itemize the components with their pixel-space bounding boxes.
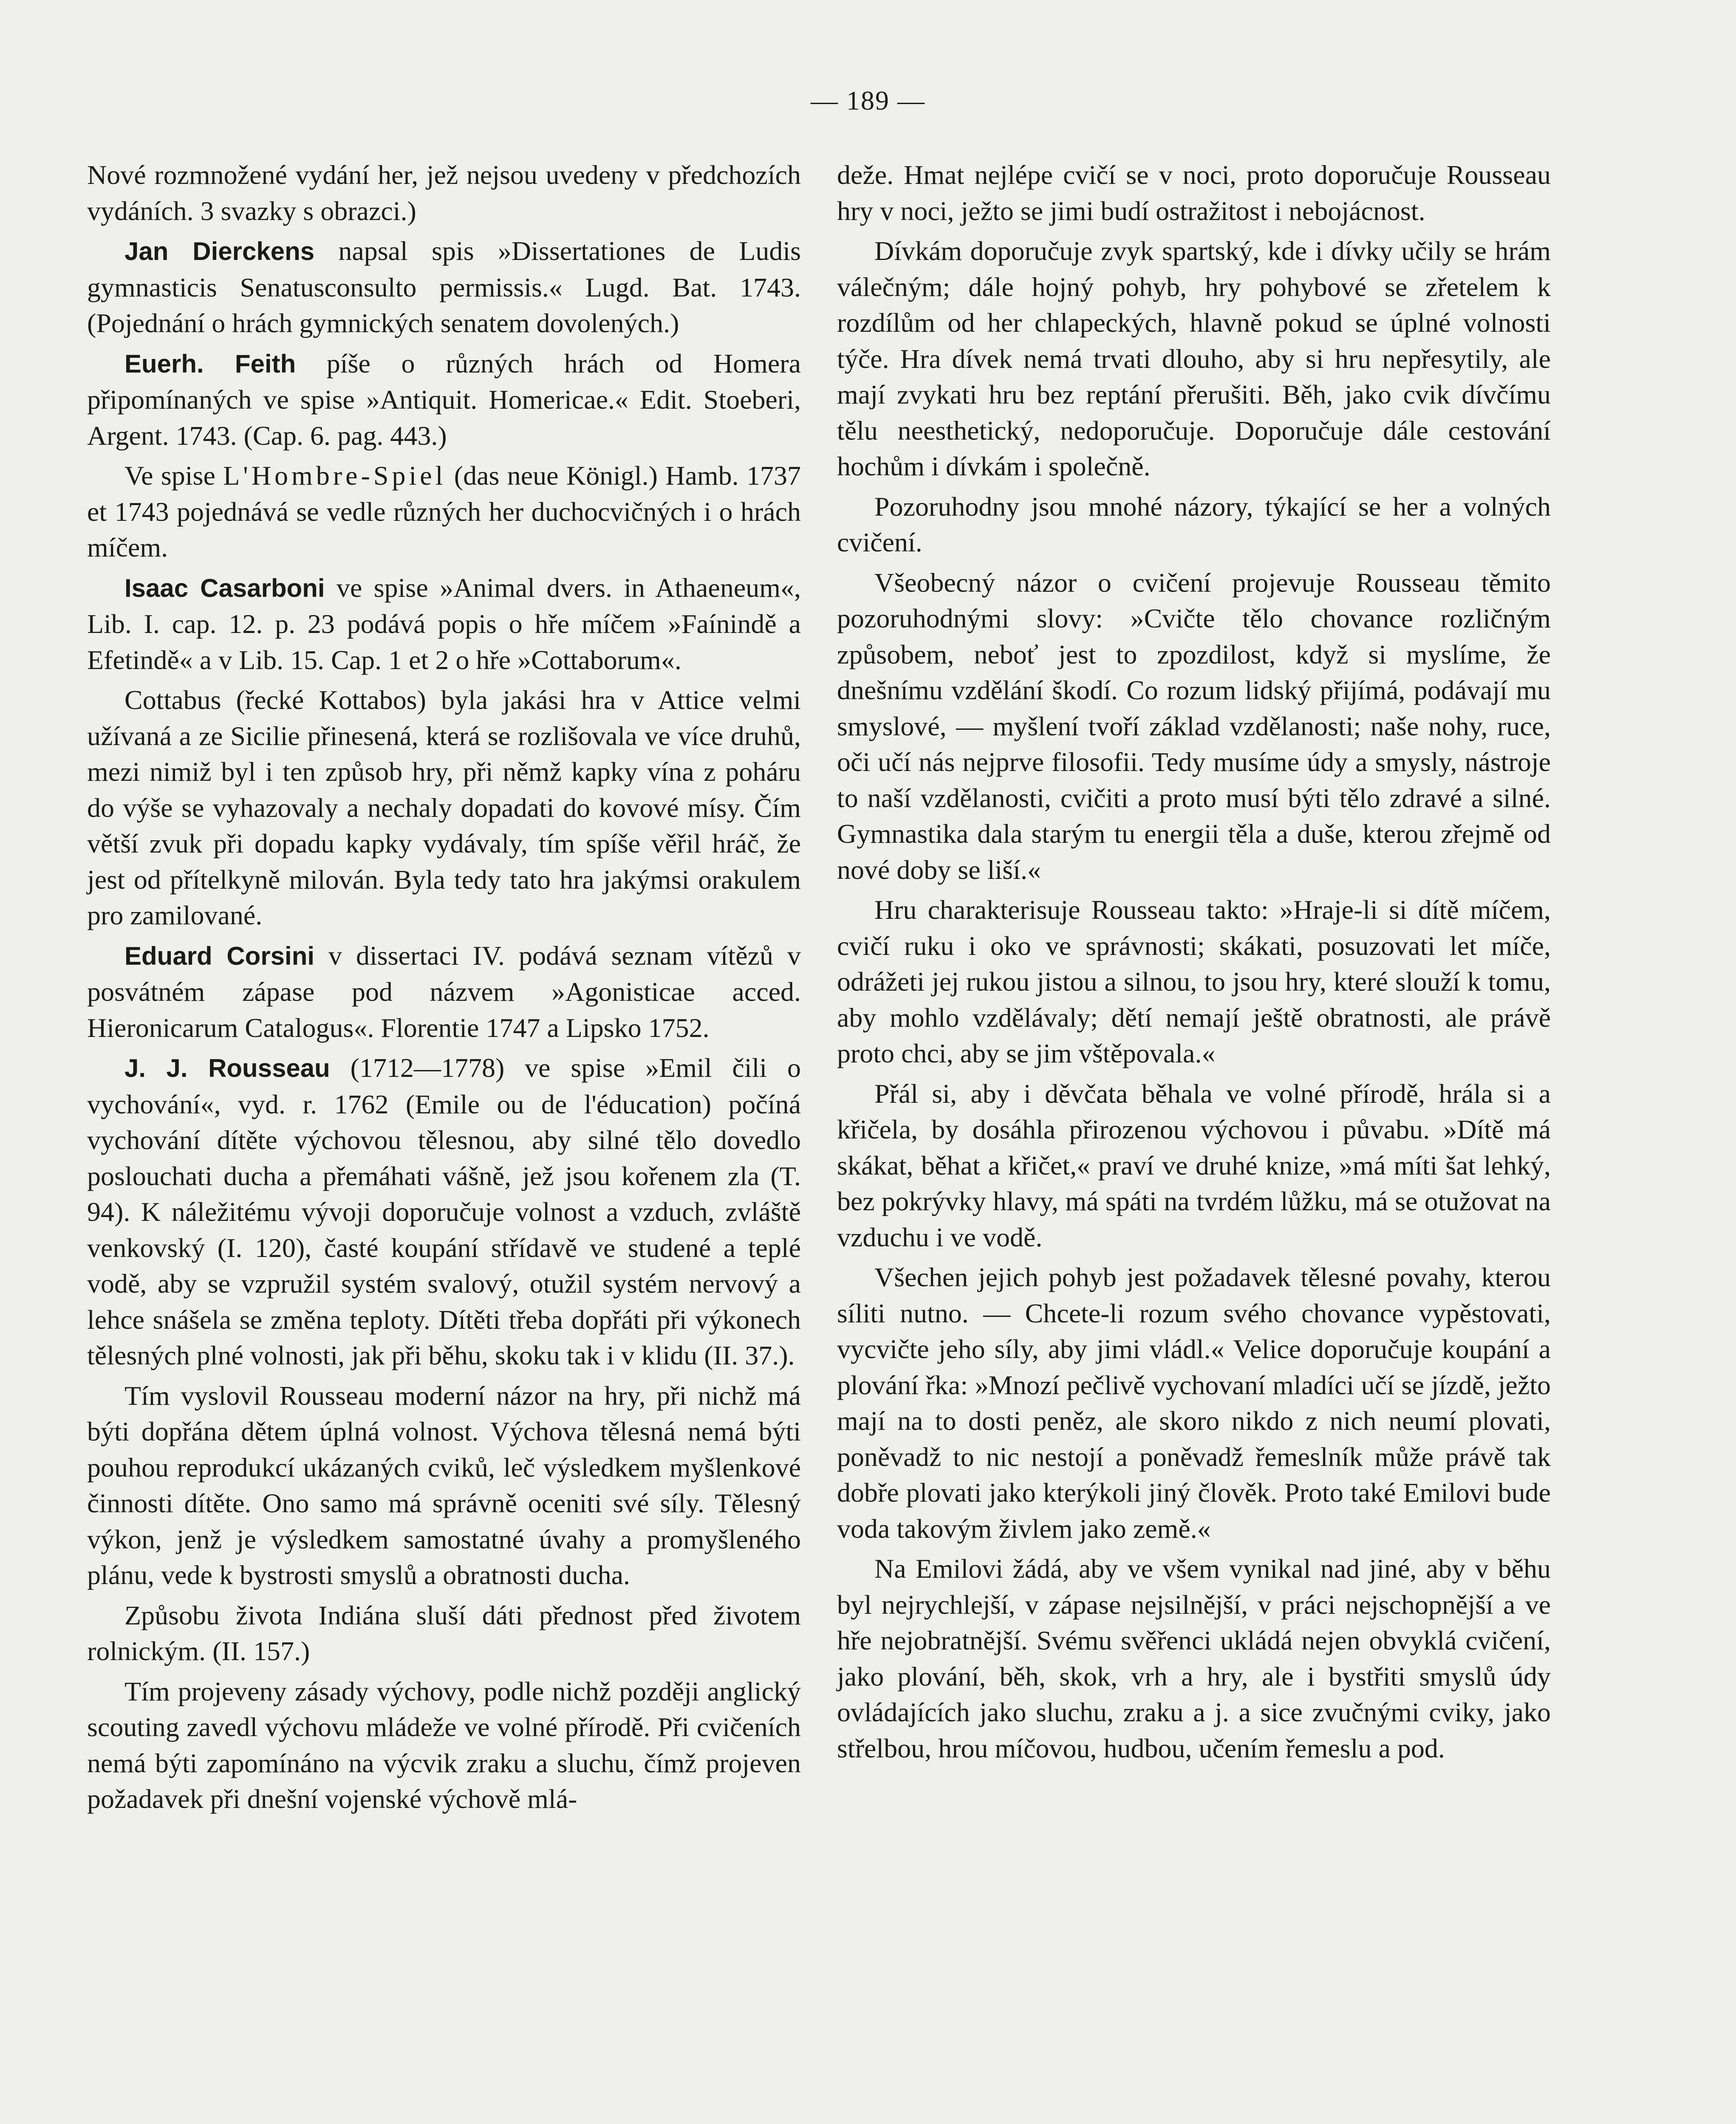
left-column bbox=[87, 157, 801, 1822]
author-name: Eduard Corsini bbox=[124, 941, 315, 970]
paragraph: Hru charakterisuje Rousseau takto: »Hraje-li si dítě míčem, cvičí ruku i oko ve správnosti; skákati, posuzovati let míče, odrážeti jej rukou jistou a silnou, to jsou hry, které slouží k tomu, aby mohlo vzdělávaly; dětí nemají ještě obratnosti, ale právě proto chci, aby se jim vštěpovala.« bbox=[837, 895, 1551, 1068]
paragraph: Pozoruhodny jsou mnohé názory, týkající se her a volných cvičení. bbox=[837, 491, 1551, 557]
author-name: J. J. Rousseau bbox=[124, 1054, 330, 1082]
author-name: Euerh. Feith bbox=[124, 349, 296, 378]
spaced-title: L'Hombre-Spiel bbox=[223, 460, 447, 491]
paragraph: Tím vyslovil Rousseau moderní názor na hry, při nichž má býti dopřána dětem úplná volnost. Výchova tělesná nemá býti pouhou reprodukcí ukázaných cviků, leč výsledkem myšlenkové činnosti dítěte. Ono samo má správně oceniti své síly. Tělesný výkon, jenž je výsledkem samostatné úvahy a promyšleného plánu, vede k bystrosti smyslů a obratnosti ducha. bbox=[87, 1380, 801, 1590]
author-name: Isaac Casarboni bbox=[124, 573, 325, 602]
paragraph: Jan Dierckens napsal spis »Dissertationes de Ludis gymnasticis Senatusconsulto permissis.« Lugd. Bat. 1743. (Pojednání o hrách gymnických senatem dovolených.) bbox=[87, 236, 801, 338]
page-number: — 189 — bbox=[811, 85, 925, 116]
paragraph: Na Emilovi žádá, aby ve všem vynikal nad jiné, aby v běhu byl nejrychlejší, v zápase nejsilnější, v práci nejschopnější a ve hře nejobratnější. Svému svěřenci ukládá nejen obvyklá cvičení, jako plování, běh, skok, vrh a hry, ale i bystřiti smyslů údy ovládajících jako sluchu, zraku a j. a sice zvučnými cviky, jako střelbou, hrou míčovou, hudbou, učením řemeslu a pod. bbox=[837, 1553, 1551, 1763]
paragraph: Eduard Corsini v dissertaci IV. podává seznam vítězů v posvátném zápase pod názvem »Agonisticae acced. Hieronicarum Catalogus«. Florentie 1747 a Lipsko 1752. bbox=[87, 940, 801, 1043]
paragraph: Tím projeveny zásady výchovy, podle nichž později anglický scouting zavedl výchovu mládeže ve volné přírodě. Při cvičeních nemá býti zapomínáno na výcvik zraku a sluchu, čímž projeven požadavek při dnešní vojenské výchově mlá- bbox=[87, 1676, 801, 1814]
paragraph: Nové rozmnožené vydání her, jež nejsou uvedeny v předchozích vydáních. 3 svazky s obrazci.) bbox=[87, 160, 801, 226]
paragraph: Cottabus (řecké Kottabos) byla jakási hra v Attice velmi užívaná a ze Sicilie přinesená, která se rozlišovala ve více druhů, mezi nimiž byl i ten způsob hry, při němž kapky vína z poháru do výše se vyhazovaly a nechaly dopadati do kovové mísy. Čím větší zvuk při dopadu kapky vydávaly, tím spíše věřil hráč, že jest od přítelkyně milován. Byla tedy tato hra jakýmsi orakulem pro zamilované. bbox=[87, 685, 801, 930]
paragraph: Dívkám doporučuje zvyk spartský, kde i dívky učily se hrám válečným; dále hojný pohyb, hry pohybové se zřetelem k rozdílům od her chlapeckých, hlavně pokud se úplné volnosti týče. Hra dívek nemá trvati dlouho, aby si hru nepřesytily, ale mají zvykati hru bez reptání přerušiti. Běh, jako cvik dívčímu tělu neesthetický, nedoporučuje. Doporučuje dále cestování hochům i dívkám i společně. bbox=[837, 236, 1551, 481]
paragraph: Všechen jejich pohyb jest požadavek tělesné povahy, kterou síliti nutno. — Chcete-li rozum svého chovance vypěstovati, vycvičte jeho síly, aby jimi vládl.« Velice doporučuje koupání a plování řka: »Mnozí pečlivě vychovaní mladíci učí se jízdě, ježto mají na to dosti peněz, ale skoro nikdo z nich neumí plovati, poněvadž to nic nestojí a poněvadž řemeslník může právě tak dobře plovati jako kterýkoli jiný člověk. Proto také Emilovi bude voda takovým živlem jako země.« bbox=[837, 1262, 1551, 1544]
paragraph: Způsobu života Indiána sluší dáti přednost před životem rolnickým. (II. 157.) bbox=[87, 1600, 801, 1666]
paragraph: Ve spise L'Hombre-Spiel (das neue Königl.) Hamb. 1737 et 1743 pojednává se vedle různých her duchocvičných i o hrách míčem. bbox=[87, 460, 801, 562]
paragraph: Isaac Casarboni ve spise »Animal dvers. in Athaeneum«, Lib. I. cap. 12. p. 23 podává popis o hře míčem »Faínindě a Efetindě« a v Lib. 15. Cap. 1 et 2 o hře »Cottaborum«. bbox=[87, 572, 801, 675]
paragraph: J. J. Rousseau (1712—1778) ve spise »Emil čili o vychování«, vyd. r. 1762 (Emile ou de l'éducation) počíná vychování dítěte výchovou tělesnou, aby silné tělo dovedlo poslouchati ducha a přemáhati vášně, jež jsou kořenem zla (T. 94). K náležitému vývoji doporučuje volnost a vzduch, zvláště venkovský (I. 120), časté koupání střídavě ve studené a teplé vodě, aby se vzpružil systém svalový, otužil systém nervový a lehce snášela se změna teploty. Dítěti třeba dopřáti při výkonech tělesných plné volnosti, jak při běhu, skoku tak i v klidu (II. 37.). bbox=[87, 1053, 801, 1370]
paragraph: Všeobecný názor o cvičení projevuje Rousseau těmito pozoruhodnými slovy: »Cvičte tělo chovance rozličným způsobem, neboť jest to zpozdilost, když si myslíme, že dnešnímu vzdělání škodí. Co rozum lidský přijímá, podávají mu smyslové, — myšlení tvoří základ vzdělanosti; naše nohy, ruce, oči učí nás nejprve filosofii. Tedy musíme údy a smysly, nástroje to naší vzdělanosti, cvičiti a proto musí býti tělo zdravé a silné. Gymnastika dala starým tu energii těla a duše, kterou zřejmě od nové doby se liší.« bbox=[837, 567, 1551, 885]
paragraph: Euerh. Feith píše o různých hrách od Homera připomínaných ve spise »Antiquit. Homericae.« Edit. Stoeberi, Argent. 1743. (Cap. 6. pag. 443.) bbox=[87, 348, 801, 451]
author-name: Jan Dierckens bbox=[124, 237, 315, 266]
right-column bbox=[837, 157, 1551, 1771]
paragraph: Přál si, aby i děvčata běhala ve volné přírodě, hrála si a křičela, by dosáhla přirozenou výchovou i půvabu. »Dítě má skákat, běhat a křičet,« praví ve druhé knize, »má míti šat lehký, bez pokrývky hlavy, má spáti na tvrdém lůžku, má se otužovat na vzduchu i ve vodě. bbox=[837, 1078, 1551, 1252]
paragraph: deže. Hmat nejlépe cvičí se v noci, proto doporučuje Rousseau hry v noci, ježto se jimi budí ostražitost i nebojácnost. bbox=[837, 160, 1551, 226]
